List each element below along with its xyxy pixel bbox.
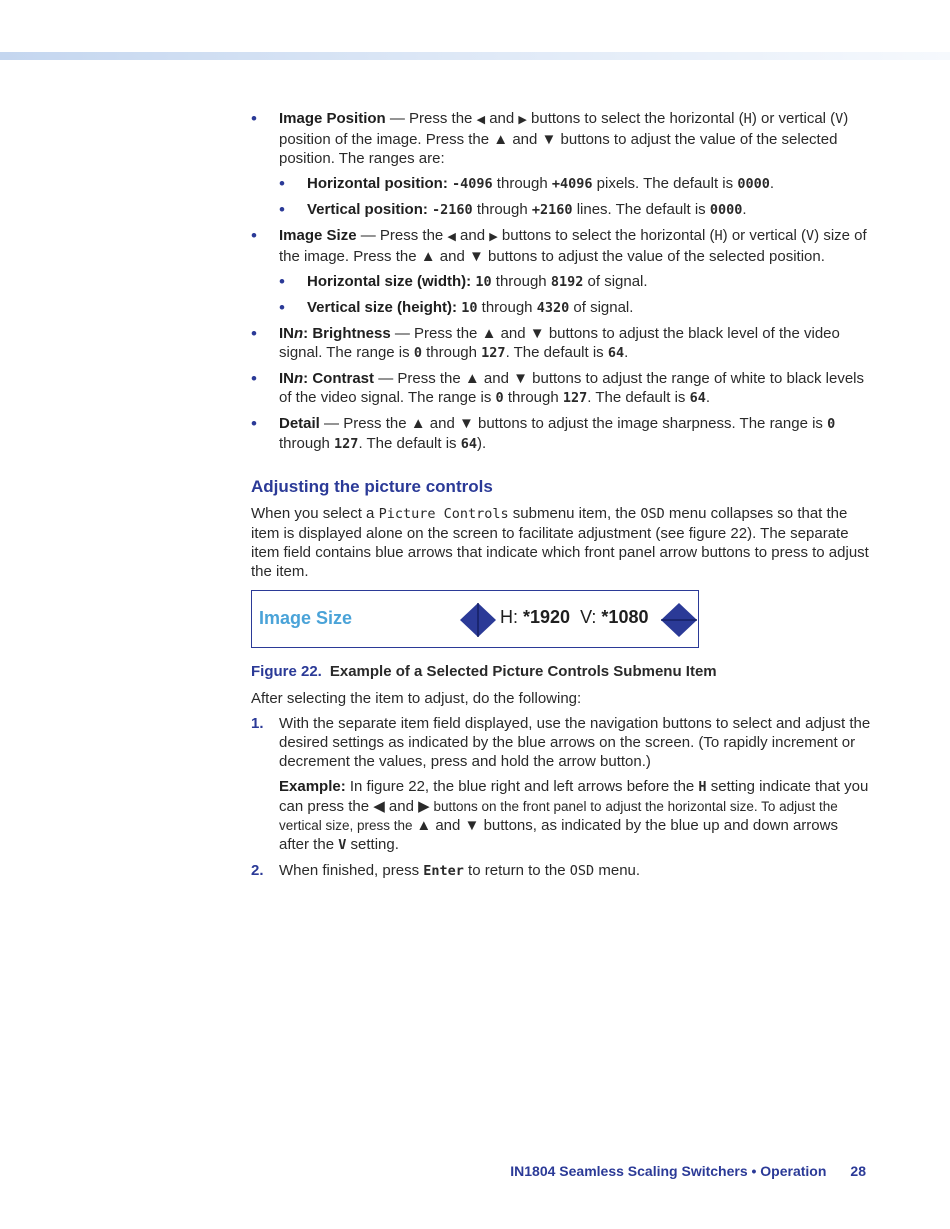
image-size-title: Image Size <box>279 227 357 244</box>
footer-title: IN1804 Seamless Scaling Switchers • Operation <box>510 1163 827 1179</box>
bullet-brightness: • INn: Brightness — Press the ▲ and ▼ buttons to adjust the black level of the video signal. The range is 0 through 127. The default is 64. <box>251 324 871 363</box>
bullet-horizontal-size: • Horizontal size (width): 10 through 8192 of signal. <box>251 272 871 292</box>
right-arrow-icon: ▶ <box>418 798 430 815</box>
bullet-detail: • Detail — Press the ▲ and ▼ buttons to adjust the image sharpness. The range is 0 through 127. The default is 64). <box>251 414 871 454</box>
down-arrow-icon: ▼ <box>513 370 528 387</box>
page-footer <box>510 1162 866 1181</box>
right-arrow-icon: ▶ <box>489 231 498 243</box>
header-gradient-bar <box>0 52 950 60</box>
down-arrow-icon: ▼ <box>464 817 480 834</box>
bullet-contrast: • INn: Contrast — Press the ▲ and ▼ buttons to adjust the range of white to black levels of the video signal. The range is 0 through 127. The default is 64. <box>251 369 871 408</box>
down-arrow-icon: ▼ <box>541 131 557 148</box>
section-heading: Adjusting the picture controls <box>251 477 493 496</box>
up-arrow-icon: ▲ <box>464 370 480 387</box>
osd-item-field-figure <box>251 590 699 648</box>
bullet-vertical-position: • Vertical position: -2160 through +2160 lines. The default is 0000. <box>251 200 871 220</box>
step-1: 1. With the separate item field displayed, use the navigation buttons to select and adjust the desired settings as indicated by the blue arrows on the screen. (To rapidly increment or decrement the values, press and hold the arrow button.) <box>251 715 871 770</box>
down-arrow-icon: ▼ <box>529 325 545 342</box>
page-number: 28 <box>850 1163 866 1179</box>
left-arrow-icon: ◀ <box>447 231 456 243</box>
page-content <box>251 109 871 887</box>
up-arrow-icon: ▲ <box>420 248 436 265</box>
up-down-arrows-icon <box>661 603 697 637</box>
figure-caption: Figure 22. Example of a Selected Picture Controls Submenu Item <box>251 663 717 680</box>
down-arrow-icon: ▼ <box>468 248 484 265</box>
left-arrow-icon: ◀ <box>476 114 486 126</box>
figure-values: H: *1920 V: *1080 <box>500 607 649 627</box>
up-arrow-icon: ▲ <box>410 415 426 432</box>
dash: — <box>389 110 405 127</box>
up-arrow-icon: ▲ <box>416 817 432 834</box>
bullet-image-position: • Image Position — Press the ◀ and ▶ buttons to select the horizontal (H) or vertical (V) position of the image. Press the ▲ and ▼ buttons to adjust the value of the selected position. The ranges are: <box>251 109 871 168</box>
step-1-example: Example: In figure 22, the blue right and left arrows before the H setting indicate that you can press the ◀ and ▶ buttons on the front panel to adjust the horizontal size. To adjust the vertical size, press the ▲ and ▼ buttons, as indicated by the blue up and down arrows after the V setting. <box>279 778 869 853</box>
bullet-horizontal-position: • Horizontal position: -4096 through +4096 pixels. The default is 0000. <box>251 174 871 194</box>
bullet-image-size: • Image Size — Press the ◀ and ▶ buttons to select the horizontal (H) or vertical (V) size of the image. Press the ▲ and ▼ buttons to adjust the value of the selected position. <box>251 226 871 266</box>
left-right-arrows-icon <box>460 603 496 637</box>
figure-item-label: Image Size <box>259 608 353 628</box>
right-arrow-icon: ▶ <box>518 114 527 126</box>
steps-intro: After selecting the item to adjust, do the following: <box>251 690 582 707</box>
up-arrow-icon: ▲ <box>481 325 497 342</box>
image-position-title: Image Position <box>279 110 386 127</box>
step-2: 2. When finished, press Enter to return to the OSD menu. <box>251 862 641 879</box>
down-arrow-icon: ▼ <box>458 415 474 432</box>
bullet-vertical-size: • Vertical size (height): 10 through 4320 of signal. <box>251 298 871 318</box>
section-paragraph: When you select a Picture Controls submenu item, the OSD menu collapses so that the item is displayed alone on the screen to facilitate adjustment (see figure 22). The separate item field contains blue arrows that indicate which front panel arrow buttons to press to adjust the item. <box>251 505 869 580</box>
up-arrow-icon: ▲ <box>493 131 509 148</box>
left-arrow-icon: ◀ <box>373 798 385 815</box>
